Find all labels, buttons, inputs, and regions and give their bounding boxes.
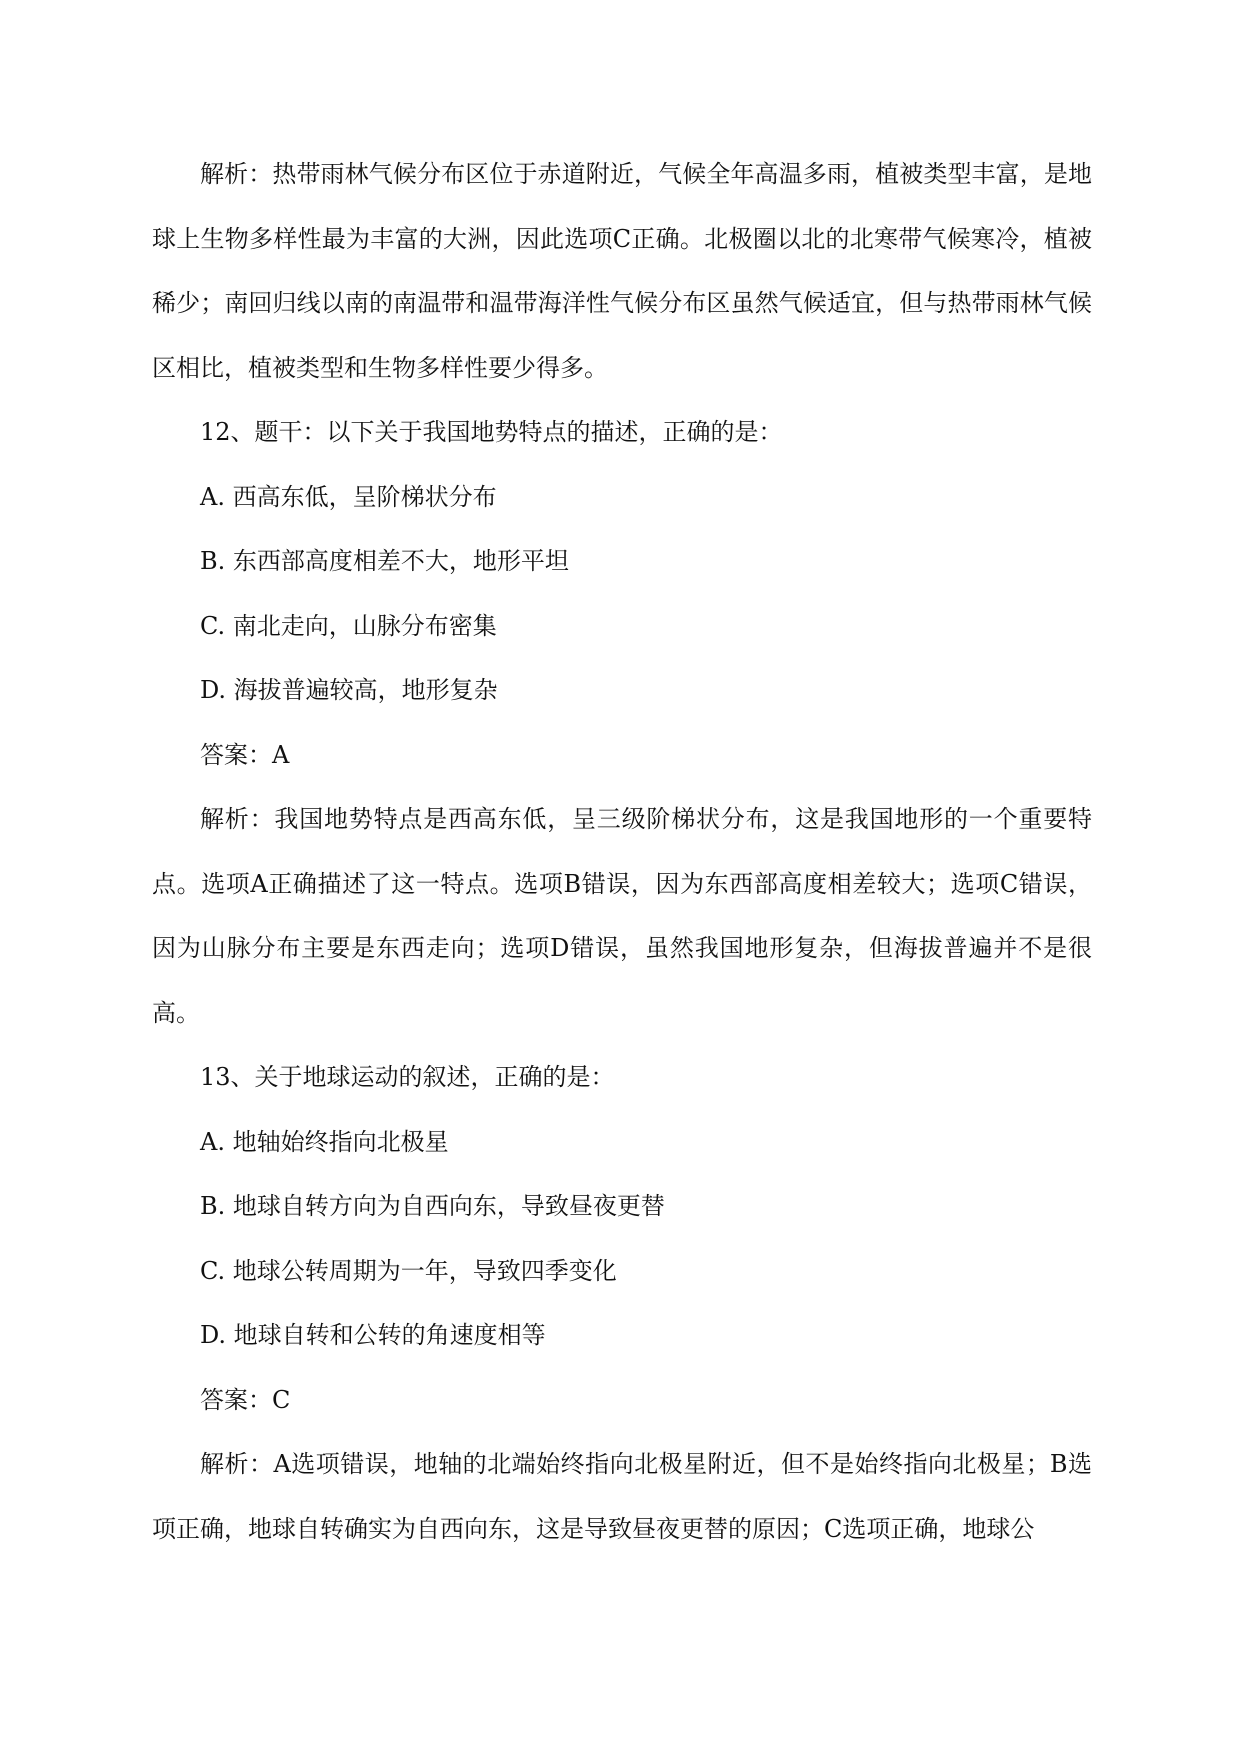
q13-option-d: D. 地球自转和公转的角速度相等 [200,1321,546,1349]
q13-answer: 答案：C [200,1385,291,1414]
q11-analysis: 解析：热带雨林气候分布区位于赤道附近，气候全年高温多雨，植被类型丰富，是地球上生物多样性最为丰富的大洲，因此选项C正确。北极圈以北的北寒带气候寒冷，植被稀少；南回归线以南的南温带和温带海洋性气候分布区虽然气候适宜，但与热带雨林气候区相比，植被类型和生物多样性要少得多。 [152,160,1092,382]
q12-stem: 12、题干：以下关于我国地势特点的描述，正确的是： [200,418,783,446]
q12-option-d: D. 海拔普遍较高，地形复杂 [200,676,498,704]
q12-answer: 答案：A [200,740,290,769]
q13-stem: 13、关于地球运动的叙述，正确的是： [200,1063,615,1091]
q13-option-a: A. 地轴始终指向北极星 [200,1127,449,1156]
q13-option-b: B. 地球自转方向为自西向东，导致昼夜更替 [200,1192,665,1220]
q13-analysis: 解析：A选项错误，地轴的北端始终指向北极星附近，但不是始终指向北极星；B选项正确，地球自转确实为自西向东，这是导致昼夜更替的原因；C选项正确，地球公 [152,1450,1092,1543]
q12-option-c: C. 南北走向，山脉分布密集 [200,611,497,640]
document-page [152,142,1092,1561]
q12-option-b: B. 东西部高度相差不大，地形平坦 [200,547,569,575]
q12-analysis: 解析：我国地势特点是西高东低，呈三级阶梯状分布，这是我国地形的一个重要特点。选项A正确描述了这一特点。选项B错误，因为东西部高度相差较大；选项C错误，因为山脉分布主要是东西走向；选项D错误，虽然我国地形复杂，但海拔普遍并不是很高。 [152,805,1092,1027]
q12-option-a: A. 西高东低，呈阶梯状分布 [200,482,497,511]
q13-option-c: C. 地球公转周期为一年，导致四季变化 [200,1256,617,1285]
